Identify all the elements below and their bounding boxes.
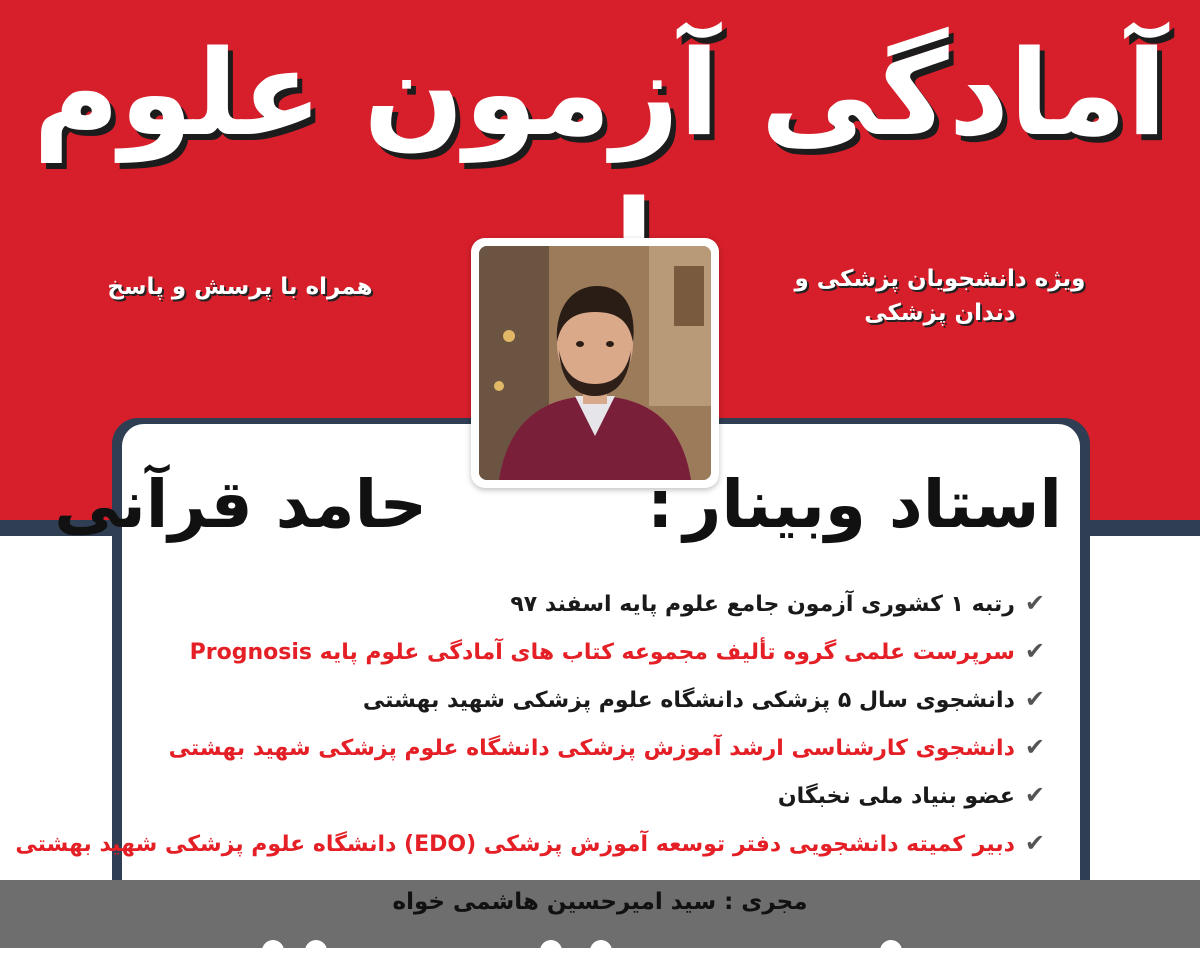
check-icon: ✔ (1024, 637, 1045, 665)
footer-decorative-dots (0, 938, 1200, 948)
teacher-name: حامد قرآنی (54, 466, 428, 543)
check-icon: ✔ (1024, 781, 1045, 809)
credential-item (115, 628, 1045, 676)
credentials-list (15, 580, 1045, 868)
check-icon: ✔ (1024, 589, 1045, 617)
check-icon: ✔ (1024, 829, 1045, 857)
credential-text: دانشجوی کارشناسی ارشد آموزش پزشکی دانشگاه علوم پزشکی شهید بهشتی (168, 736, 1015, 761)
credential-text: رتبه ۱ کشوری آزمون جامع علوم پایه اسفند ۹۷ (510, 592, 1015, 617)
dot-icon (880, 940, 902, 962)
credential-item (115, 580, 1045, 628)
credential-item (115, 724, 1045, 772)
qa-text: همراه با پرسش و پاسخ (107, 274, 373, 300)
credential-item (15, 820, 1045, 868)
credential-item (115, 772, 1045, 820)
check-icon: ✔ (1024, 733, 1045, 761)
portrait-illustration (479, 246, 711, 480)
page-title: آمادگی آزمون علوم (33, 24, 1167, 162)
dot-icon (540, 940, 562, 962)
credential-text: دانشجوی سال ۵ پزشکی دانشگاه علوم پزشکی شهید بهشتی (362, 688, 1015, 713)
check-icon: ✔ (1024, 685, 1045, 713)
teacher-heading (54, 455, 1062, 555)
credential-text: دبیر کمیته دانشجویی دفتر توسعه آموزش پزشکی (EDO) دانشگاه علوم پزشکی شهید بهشتی (15, 832, 1015, 857)
dot-icon (590, 940, 612, 962)
teacher-label: استاد وبینار (683, 466, 1062, 543)
dot-icon (305, 940, 327, 962)
credential-text: سرپرست علمی گروه تألیف مجموعه کتاب های آمادگی علوم پایه Prognosis (189, 640, 1015, 665)
teacher-photo (479, 246, 711, 480)
audience-text: ویژه دانشجویان پزشکی و دندان پزشکی (794, 266, 1086, 326)
teacher-photo-frame (471, 238, 719, 488)
credential-item (115, 676, 1045, 724)
credential-text: عضو بنیاد ملی نخبگان (777, 784, 1015, 809)
teacher-separator: : (647, 466, 674, 543)
host-text: مجری : سید امیرحسین هاشمی خواه (392, 889, 808, 915)
dot-icon (262, 940, 284, 962)
